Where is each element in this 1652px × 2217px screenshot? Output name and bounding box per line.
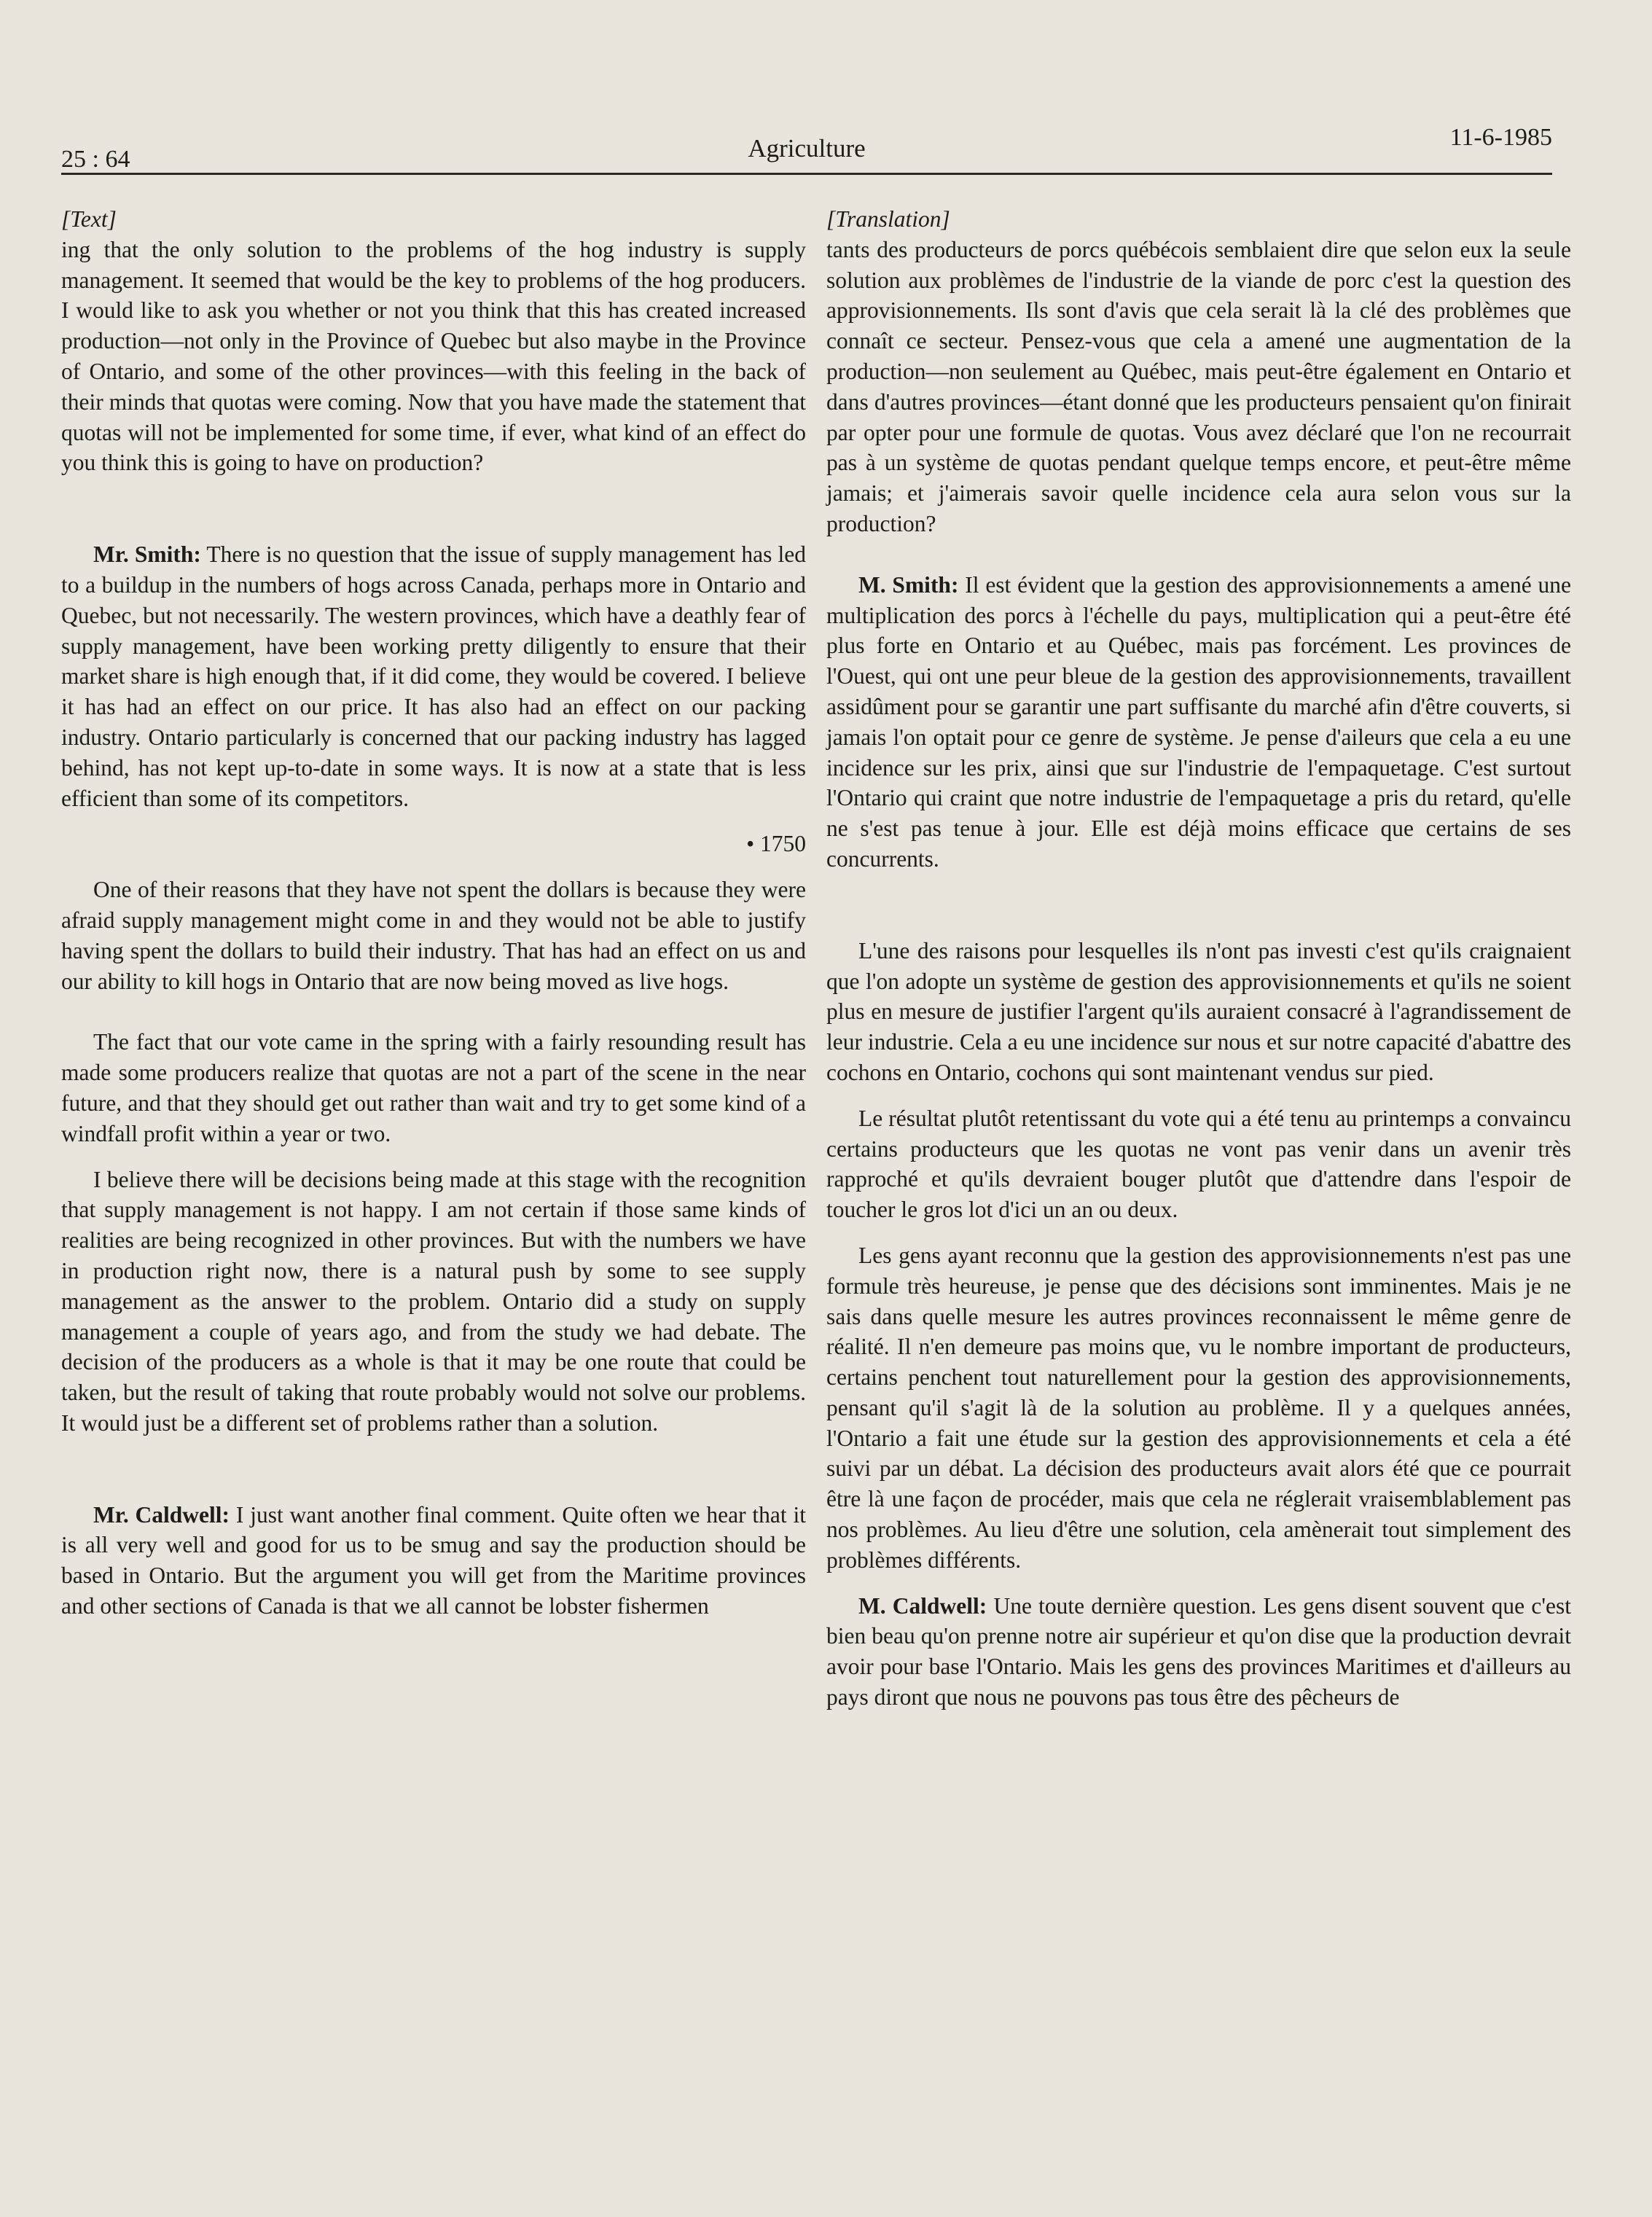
english-column xyxy=(61,204,806,1622)
paragraph: Le résultat plutôt retentissant du vote qui a été tenu au printemps a convaincu certains producteurs que les quotas ne vont pas venir dans un avenir très rapproché et qu'ils devraient bouger plutôt que d'attendre dans l'espoir de toucher le gros lot d'ici un an ou deux. xyxy=(826,1105,1571,1223)
header-rule xyxy=(61,173,1552,175)
text-label: [Text] xyxy=(61,206,117,232)
time-marker: • 1750 xyxy=(746,831,806,857)
paragraph xyxy=(61,1500,806,1622)
speech-text: There is no question that the issue of supply management has led to a buildup in the numbers of hogs across Canada, perhaps more in Ontario and Quebec, but not necessarily. The western provinces, which have a deathly fear of supply management, have been working pretty diligently to ensure that their market share is high enough that, if it did come, they would be covered. I believe it has had an effect on our price. It has also had an effect on our packing industry. Ontario particularly is concerned that our packing industry has lagged behind, has not kept up-to-date in some ways. It is now at a state that is less efficient than some of its competitors. xyxy=(61,541,806,811)
paragraph: ing that the only solution to the problems of the hog industry is supply management. It seemed that would be the key to problems of the hog producers. I would like to ask you whether or not you think that this has created increased production—not only in the Province of Quebec but also maybe in the Province of Ontario, and some of the other provinces—with this feeling in the back of their minds that quotas were coming. Now that you have made the statement that quotas will not be implemented for some time, if ever, what kind of an effect do you think this is going to have on production? xyxy=(61,236,806,476)
speaker-name: Mr. Smith: xyxy=(93,541,201,568)
speaker-name: Mr. Caldwell: xyxy=(93,1501,230,1528)
paragraph: Les gens ayant reconnu que la gestion des approvisionnements n'est pas une formule très heureuse, je pense que des décisions sont imminentes. Mais je ne sais dans quelle mesure les autres provinces reconnaissent le même genre de réalité. Il n'en demeure pas moins que, vu le nombre important de producteurs, certains penchent tout naturellement pour la gestion des approvisionnements, pensant qu'il s'agit là de la solution au problème. Il y a quelques années, l'Ontario a fait une étude sur la gestion des approvisionnements et cela a été suivi par un débat. La décision des producteurs avait alors été que ce pourrait être là une façon de procéder, mais que cela ne réglerait vraisemblablement pas nos problèmes. Au lieu d'être une solution, cela amènerait tout simplement des problèmes différents. xyxy=(826,1242,1571,1573)
paragraph xyxy=(826,1591,1571,1713)
page-header xyxy=(61,124,1552,175)
paragraph: I believe there will be decisions being made at this stage with the recognition that supply management is not happy. I am not certain if those same kinds of realities are being recognized in other provinces. But with the numbers we have in production right now, there is a natural push by some to see supply management as the answer to the problem. Ontario did a study on supply management a couple of years ago, and from the study we had debate. The decision of the producers as a whole is that it may be one route that could be taken, but the result of taking that route probably would not solve our problems. It would just be a different set of problems rather than a solution. xyxy=(61,1166,806,1436)
speaker-name: M. Smith: xyxy=(858,571,959,598)
paragraph: tants des producteurs de porcs québécois semblaient dire que selon eux la seule solution aux problèmes de l'industrie de la viande de porc c'est la question des approvisionnements. Ils sont d'avis que cela serait là la clé des problèmes que connaît ce secteur. Pensez-vous que cela a amené une augmentation de la production—non seulement au Québec, mais peut-être également en Ontario et dans d'autres provinces—étant donné que les producteurs pensaient qu'on finirait par opter pour une formule de quotas. Vous avez déclaré que l'on ne recourrait pas à un système de quotas pendant quelque temps encore, et peut-être même jamais; et j'aimerais savoir quelle incidence cela aura selon vous sur la production? xyxy=(826,236,1571,536)
page-title: Agriculture xyxy=(748,134,866,163)
paragraph: One of their reasons that they have not spent the dollars is because they were afraid supply management might come in and they would not be able to justify having spent the dollars to build their industry. That has had an effect on us and our ability to kill hogs in Ontario that are now being moved as live hogs. xyxy=(61,877,806,994)
speech-text: Une toute dernière question. Les gens disent souvent que c'est bien beau qu'on prenne notre air supérieur et qu'on dise que la production devrait avoir pour base l'Ontario. Mais les gens des provinces Maritimes et d'ailleurs au pays diront que nous ne pouvons pas tous être des pêcheurs de xyxy=(826,1592,1571,1710)
paragraph: The fact that our vote came in the spring with a fairly resounding result has made some producers realize that quotas are not a part of the scene in the near future, and that they should get out rather than wait and try to get some kind of a windfall profit within a year or two. xyxy=(61,1029,806,1146)
paragraph xyxy=(61,539,806,813)
paragraph: L'une des raisons pour lesquelles ils n'ont pas investi c'est qu'ils craignaient que l'on adopte un système de gestion des approvisionnements et qu'ils ne soient plus en mesure de justifier l'argent qu'ils auraient consacré à l'agrandissement de leur industrie. Cela a eu une incidence sur nous et sur notre capacité d'abattre des cochons en Ontario, cochons qui sont maintenant vendus sur pied. xyxy=(826,937,1571,1085)
speaker-name: M. Caldwell: xyxy=(858,1592,987,1619)
speech-text: Il est évident que la gestion des approvisionnements a amené une multiplication des porcs à l'échelle du pays, multiplication qui a peut-être été plus forte en Ontario et au Québec, mais pas forcément. Les provinces de l'Ouest, qui ont une peur bleue de la gestion des approvisionnements, travaillent assidûment pour se garantir une part suffisante du marché afin d'être couverts, si jamais l'on optait pour ce genre de système. Je pense d'aileurs que cela a eu une incidence sur les prix, ainsi que sur l'industrie de l'empaquetage. C'est surtout l'Ontario qui craint que notre industrie de l'empaquetage a pris du retard, qu'elle ne s'est pas tenue à jour. Elle est déjà moins efficace que certains de ses concurrents. xyxy=(826,571,1571,872)
paragraph xyxy=(826,570,1571,875)
page-date: 11-6-1985 xyxy=(1449,124,1552,151)
speech-text: I just want another final comment. Quite often we hear that it is all very well and good for us to be smug and say the production should be based in Ontario. But the argument you will get from the Maritime provinces and other sections of Canada is that we all cannot be lobster fishermen xyxy=(61,1501,806,1619)
translation-label: [Translation] xyxy=(826,206,950,232)
page-number: 25 : 64 xyxy=(61,146,130,173)
french-column xyxy=(826,204,1571,1713)
